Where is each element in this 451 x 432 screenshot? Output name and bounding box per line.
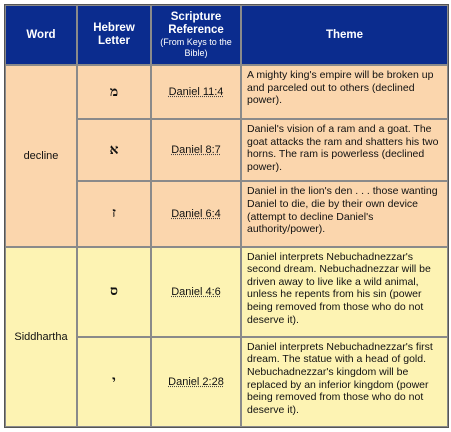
header-row (5, 5, 448, 65)
hebrew-letter-cell: מ (77, 65, 151, 119)
table-row (5, 65, 448, 119)
scripture-reference-cell[interactable] (151, 337, 241, 427)
hebrew-letter-cell: ס (77, 247, 151, 337)
scripture-reference-link[interactable]: Daniel 11:4 (168, 86, 224, 99)
scripture-table (4, 4, 449, 428)
theme-cell: A mighty king's empire will be broken up and parceled out to others (declined power). (241, 65, 448, 119)
theme-cell: Daniel interprets Nebuchadnezzar's second dream. Nebuchadnezzar will be driven away to live like a wild animal, unless he repents from his sin (power being removed from those who do not deserve it). (241, 247, 448, 337)
theme-cell: Daniel interprets Nebuchadnezzar's first dream. The statue with a head of gold. Nebuchadnezzar's kingdom will be replaced by an inferior kingdom (power being removed from those who do not deserve it). (241, 337, 448, 427)
scripture-reference-link[interactable]: Daniel 2:28 (168, 375, 224, 388)
word-cell: decline (5, 65, 77, 246)
scripture-reference-link[interactable]: Daniel 4:6 (171, 285, 221, 298)
hebrew-letter-cell: ז (77, 181, 151, 246)
header-word: Word (5, 5, 77, 65)
header-hebrew-letter: Hebrew Letter (77, 5, 151, 65)
scripture-reference-link[interactable]: Daniel 8:7 (171, 144, 221, 157)
scripture-reference-cell[interactable] (151, 119, 241, 181)
theme-cell: Daniel in the lion's den . . . those wanting Daniel to die, die by their own device (attempt to decline Daniel's authority/power). (241, 181, 448, 246)
scripture-reference-cell[interactable] (151, 181, 241, 246)
header-theme: Theme (241, 5, 448, 65)
word-cell: Siddhartha (5, 247, 77, 427)
scripture-reference-cell[interactable] (151, 65, 241, 119)
hebrew-letter-cell: א (77, 119, 151, 181)
theme-cell: Daniel's vision of a ram and a goat. The goat attacks the ram and shatters his two horns. The ram is powerless (declined power). (241, 119, 448, 181)
scripture-reference-cell[interactable] (151, 247, 241, 337)
hebrew-letter-cell: י (77, 337, 151, 427)
header-scripture-reference: Scripture Reference (From Keys to the Bible) (151, 5, 241, 65)
scripture-reference-link[interactable]: Daniel 6:4 (171, 207, 221, 220)
table-row (5, 247, 448, 337)
